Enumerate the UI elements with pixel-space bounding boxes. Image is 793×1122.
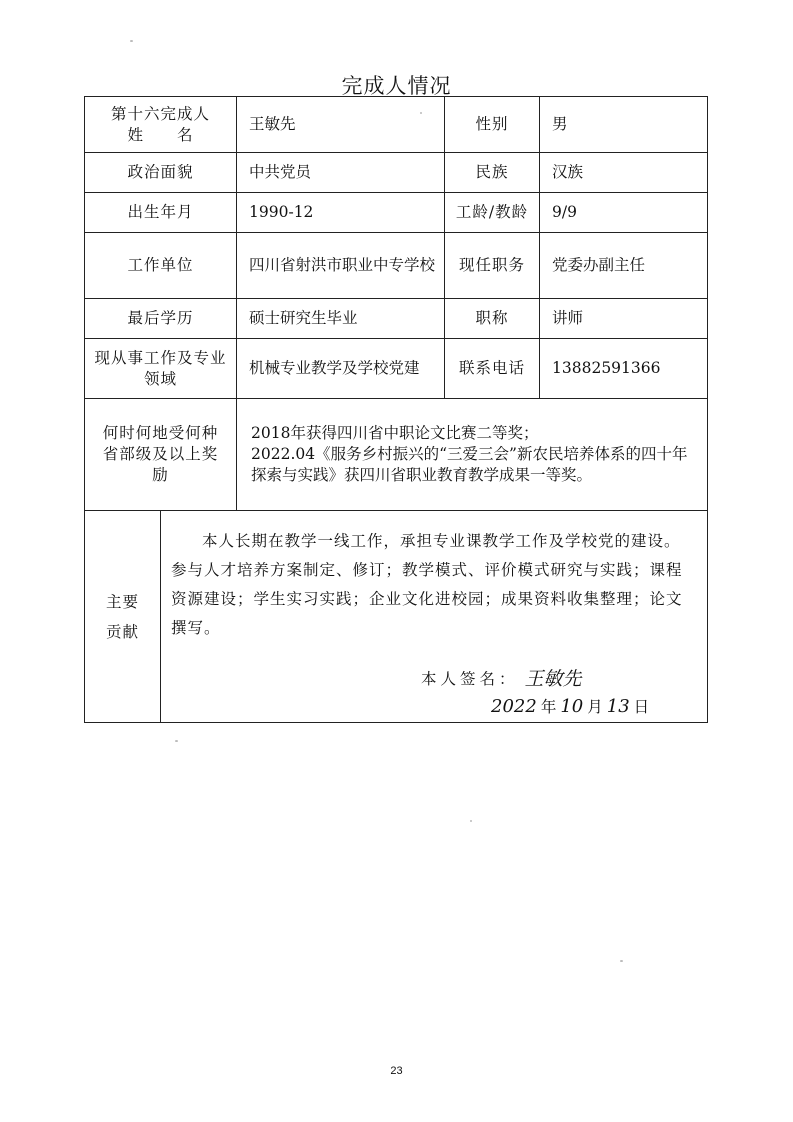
contrib-label-line1: 主要	[105, 592, 139, 611]
contrib-label-line2: 贡献	[105, 622, 139, 641]
table-row	[85, 233, 708, 299]
field-value: 机械专业教学及学校党建	[237, 339, 445, 399]
name-label-cell	[85, 97, 237, 153]
title-value: 讲师	[540, 299, 708, 339]
unit-label: 工作单位	[85, 233, 237, 299]
page-number: 23	[390, 1065, 403, 1077]
scan-speck	[620, 960, 623, 962]
awards-line-1: 2018年获得四川省中职论文比赛二等奖；	[251, 424, 539, 442]
name-label-line1: 第十六完成人	[111, 104, 211, 123]
education-label: 最后学历	[85, 299, 237, 339]
table-row	[85, 153, 708, 193]
table-row	[85, 299, 708, 339]
awards-line-2: 2022.04《服务乡村振兴的“三爱三会”新农民培养体系的四十年探索与实践》获四川省职业教育教学成果一等奖。	[251, 445, 688, 484]
table-row	[85, 399, 708, 511]
date-row	[161, 696, 707, 718]
politics-label: 政治面貌	[85, 153, 237, 193]
education-value: 硕士研究生毕业	[237, 299, 445, 339]
gender-value: 男	[540, 97, 708, 153]
position-label: 现任职务	[445, 233, 540, 299]
name-value: 王敏先	[237, 97, 445, 153]
ethnicity-value: 汉族	[540, 153, 708, 193]
contrib-label-cell	[85, 511, 161, 723]
handwritten-signature: 王敏先	[524, 668, 582, 690]
phone-label: 联系电话	[445, 339, 540, 399]
date-month: 10	[560, 696, 584, 717]
page-title: 完成人情况	[341, 74, 452, 98]
scan-speck	[420, 112, 422, 114]
contrib-content-cell	[161, 511, 708, 723]
ethnicity-label: 民族	[445, 153, 540, 193]
table-row	[85, 339, 708, 399]
table-row	[85, 193, 708, 233]
signature-row	[161, 669, 707, 690]
unit-value: 四川省射洪市职业中专学校	[237, 233, 445, 299]
phone-value: 13882591366	[540, 339, 708, 399]
date-year: 2022	[491, 696, 537, 717]
title-label: 职称	[445, 299, 540, 339]
awards-label: 何时何地受何种省部级及以上奖励	[85, 399, 237, 511]
birth-label: 出生年月	[85, 193, 237, 233]
seniority-label: 工龄/教龄	[445, 193, 540, 233]
gender-label: 性别	[445, 97, 540, 153]
table-row	[85, 97, 708, 153]
date-day: 13	[606, 696, 630, 717]
date-month-label: 月	[587, 698, 603, 716]
date-day-label: 日	[633, 698, 650, 716]
date-year-label: 年	[540, 698, 557, 716]
seniority-value: 9/9	[540, 193, 708, 233]
scan-speck	[175, 740, 178, 742]
birth-value: 1990-12	[237, 193, 445, 233]
table-row	[85, 511, 708, 723]
politics-value: 中共党员	[237, 153, 445, 193]
sign-label: 本人签名：	[421, 670, 519, 688]
field-label: 现从事工作及专业领域	[85, 339, 237, 399]
position-value: 党委办副主任	[540, 233, 708, 299]
name-label-line2: 姓 名	[127, 125, 194, 144]
scan-speck	[130, 40, 133, 42]
personal-info-table	[84, 96, 708, 723]
scan-speck	[470, 820, 472, 822]
awards-value-cell	[237, 399, 708, 511]
contrib-text: 本人长期在教学一线工作，承担专业课教学工作及学校党的建设。参与人才培养方案制定、修订；教学模式、评价模式研究与实践；课程资源建设；学生实习实践；企业文化进校园；成果资料收集整理；论文撰写。	[171, 532, 683, 637]
